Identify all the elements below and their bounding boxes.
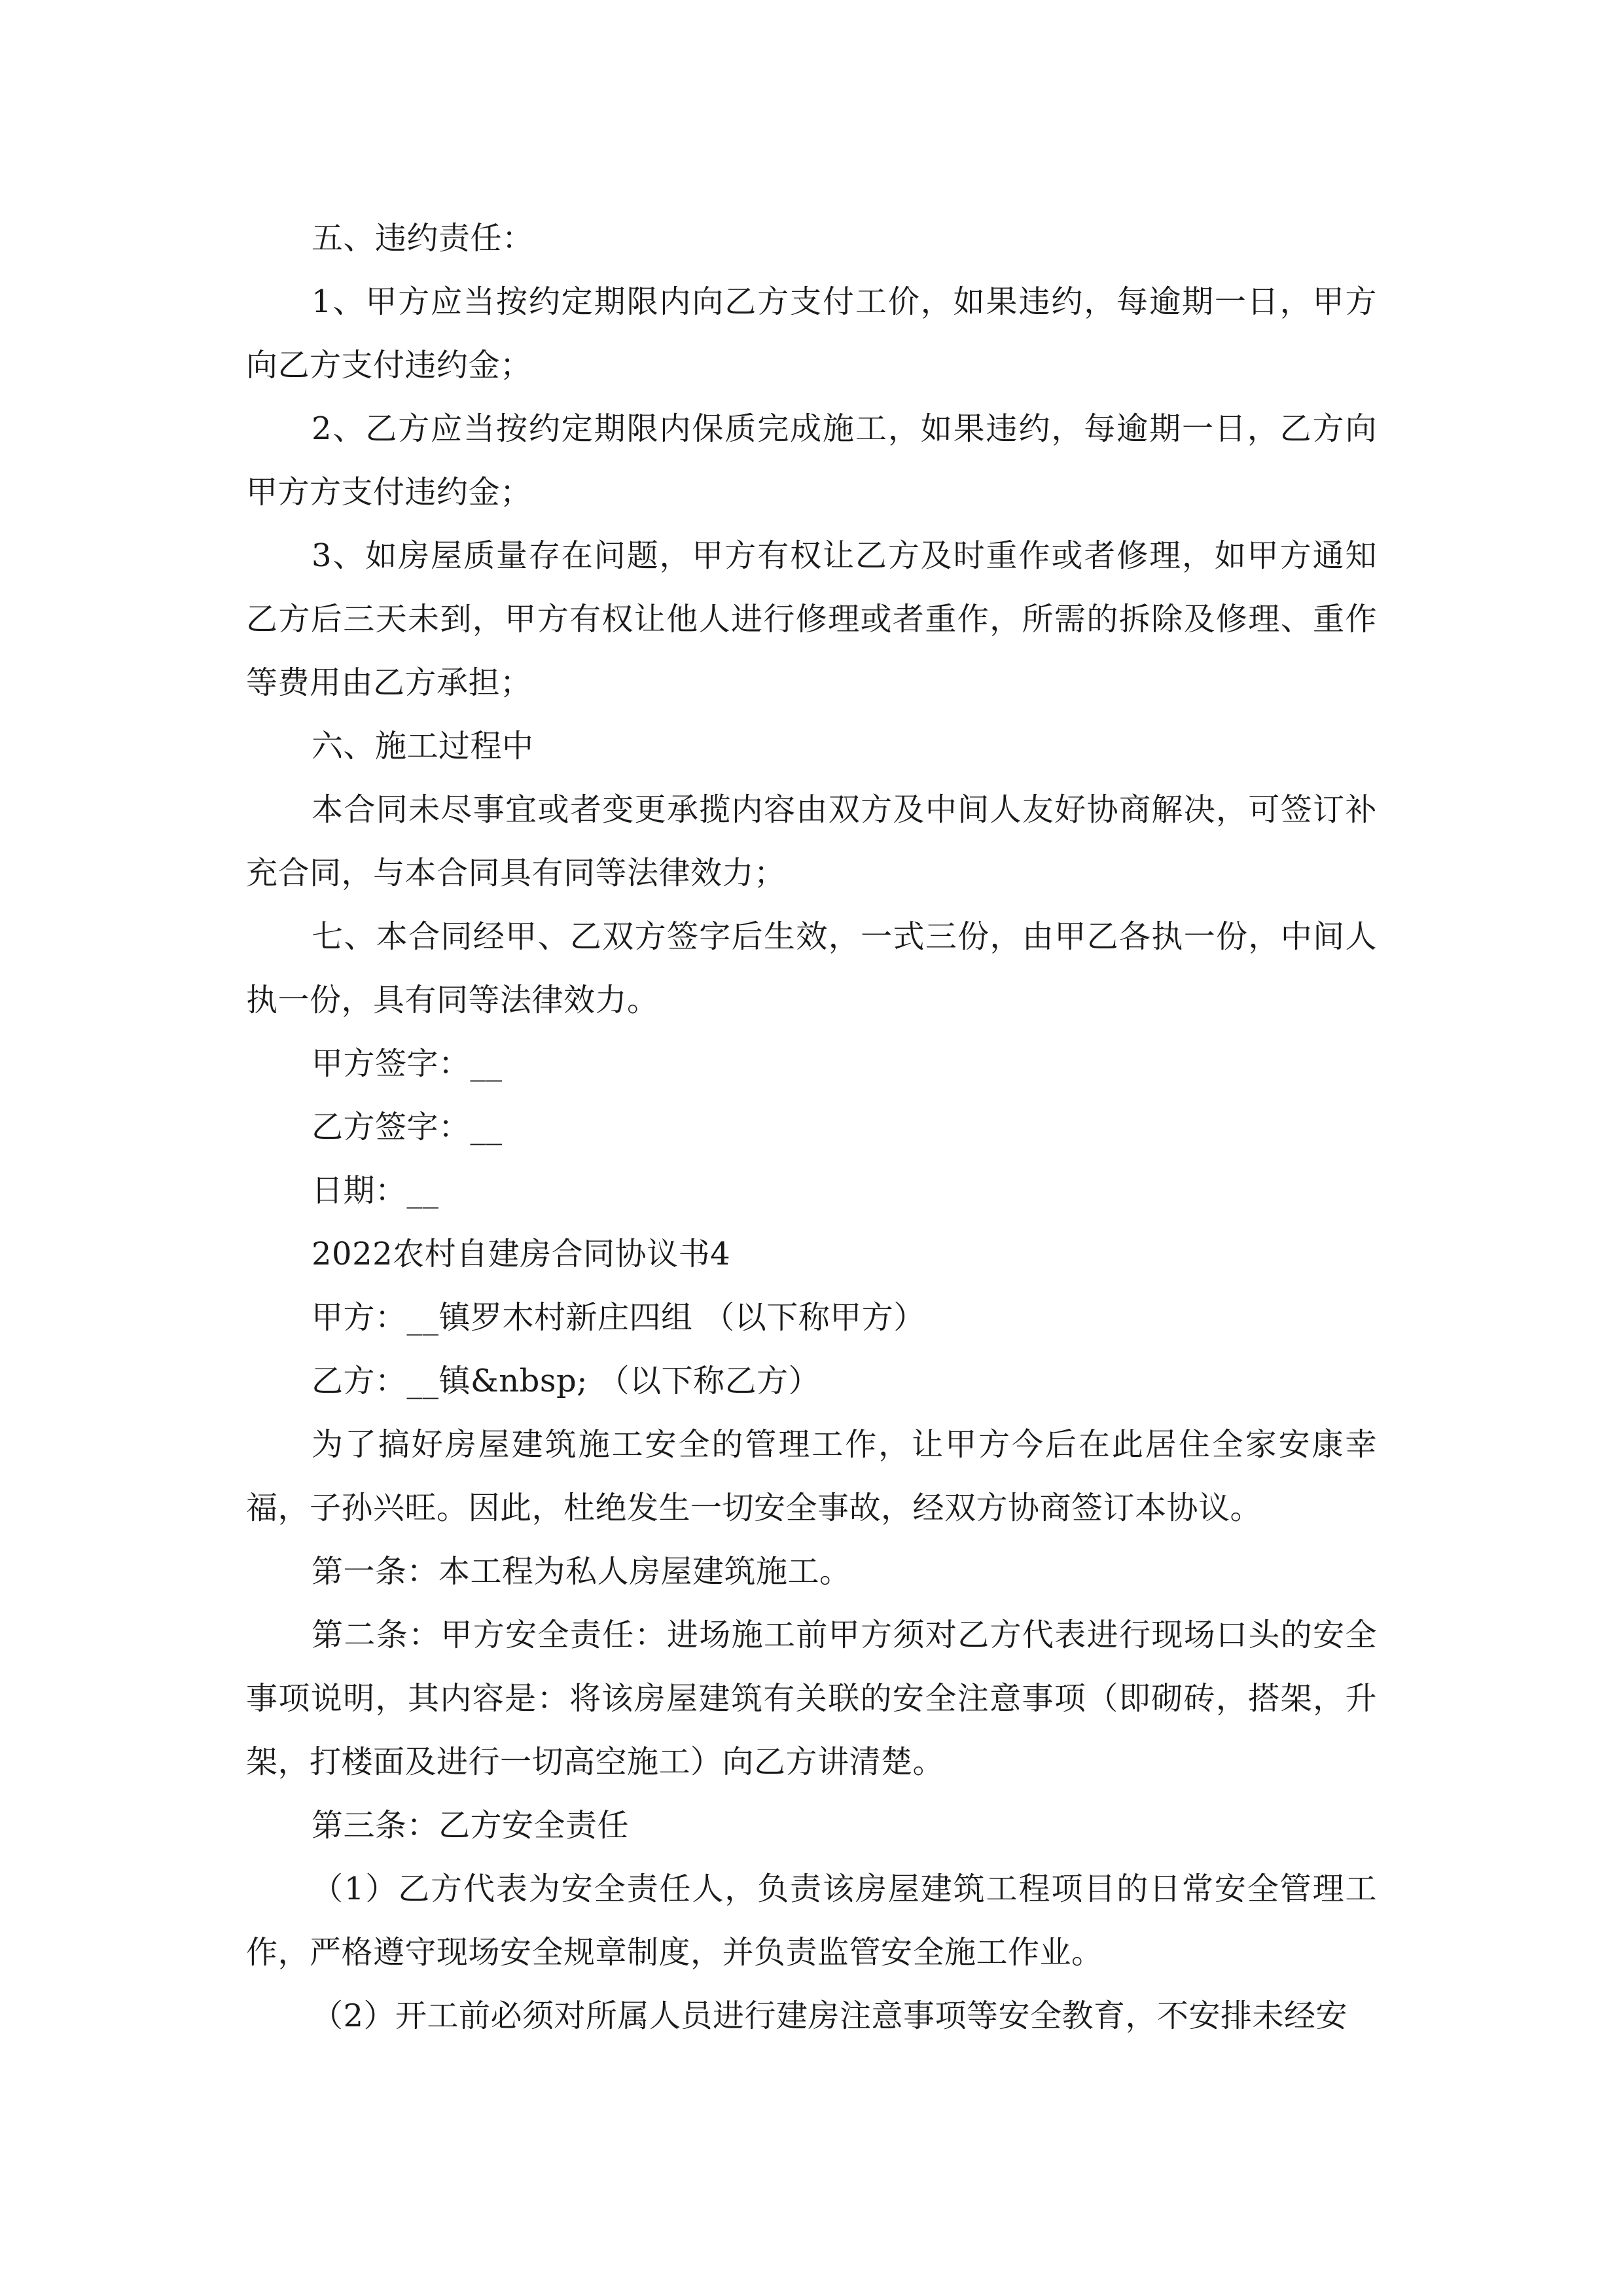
clause-3: 第三条：乙方安全责任 (312, 1807, 630, 1844)
paragraph: 七、本合同经甲、乙双方签字后生效，一式三份，由甲乙各执一份，中间人执一份，具有同等法律效力。 (246, 918, 1377, 1018)
paragraph: 3、如房屋质量存在问题，甲方有权让乙方及时重作或者修理，如甲方通知乙方后三天未到，甲方有权让他人进行修理或者重作，所需的拆除及修理、重作等费用由乙方承担； (246, 537, 1377, 701)
sub-clause-1: （1）乙方代表为安全责任人，负责该房屋建筑工程项目的日常安全管理工作，严格遵守现场安全规章制度，并负责监管安全施工作业。 (246, 1871, 1377, 1971)
party-a-signature-line: 甲方签字：__ (312, 1045, 503, 1082)
paragraph: 2、乙方应当按约定期限内保质完成施工，如果违约，每逾期一日，乙方向甲方方支付违约金； (246, 410, 1377, 511)
party-b-signature-line: 乙方签字：__ (312, 1109, 503, 1145)
date-line: 日期：__ (312, 1172, 439, 1209)
paragraph: 1、甲方应当按约定期限内向乙方支付工价，如果违约，每逾期一日，甲方向乙方支付违约金； (246, 283, 1377, 384)
party-a-line: 甲方：__镇罗木村新庄四组 （以下称甲方） (312, 1299, 925, 1336)
clause-2: 第二条：甲方安全责任：进场施工前甲方须对乙方代表进行现场口头的安全事项说明，其内容是：将该房屋建筑有关联的安全注意事项（即砌砖，搭架，升架，打楼面及进行一切高空施工）向乙方讲清楚。 (246, 1617, 1377, 1780)
paragraph: 本合同未尽事宜或者变更承揽内容由双方及中间人友好协商解决，可签订补充合同，与本合同具有同等法律效力； (246, 791, 1377, 891)
party-b-line: 乙方：__镇&nbsp; （以下称乙方） (312, 1363, 821, 1399)
paragraph: 为了搞好房屋建筑施工安全的管理工作，让甲方今后在此居住全家安康幸福，子孙兴旺。因此，杜绝发生一切安全事故，经双方协商签订本协议。 (246, 1426, 1377, 1526)
paragraph: 五、违约责任： (312, 220, 534, 257)
document-body (246, 207, 1377, 2048)
clause-1: 第一条：本工程为私人房屋建筑施工。 (312, 1553, 851, 1590)
section-title: 2022农村自建房合同协议书4 (312, 1236, 731, 1272)
sub-clause-2: （2）开工前必须对所属人员进行建房注意事项等安全教育，不安排未经安 (312, 1998, 1348, 2034)
paragraph: 六、施工过程中 (312, 728, 534, 764)
